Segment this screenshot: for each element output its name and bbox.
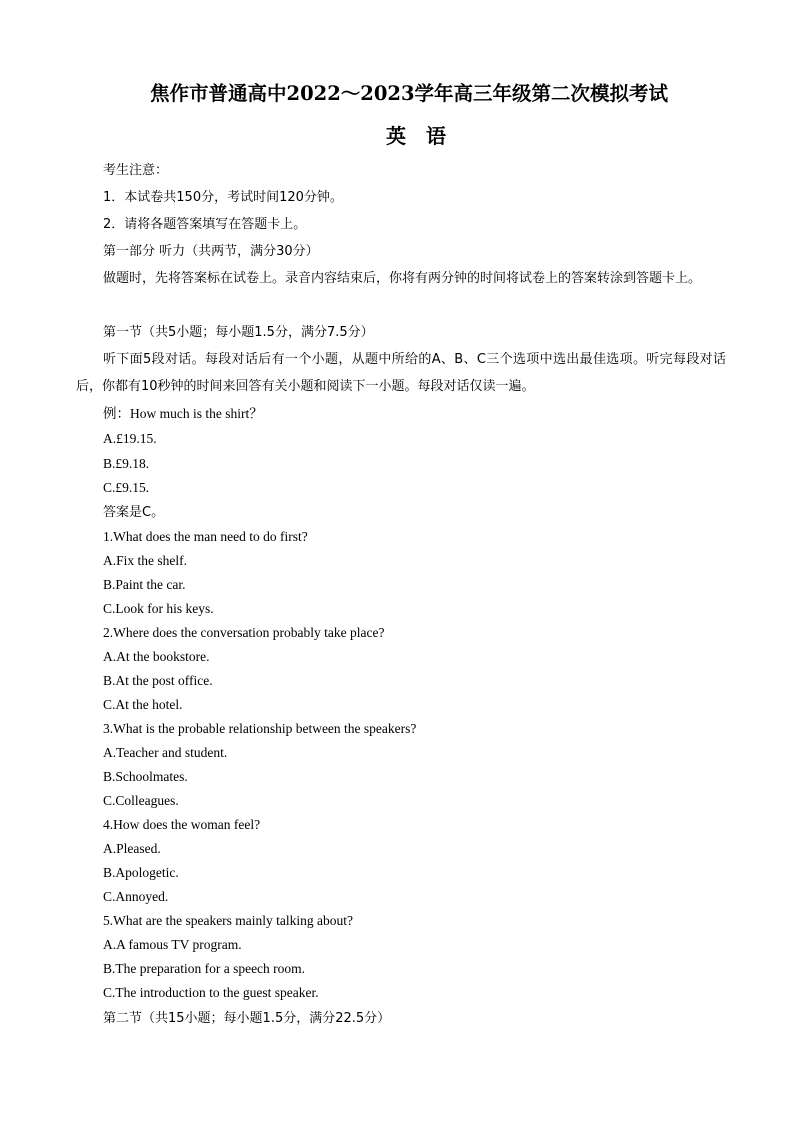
question-option: B.At the post office. — [103, 673, 213, 688]
question-stem: 3.What is the probable relationship between the speakers? — [103, 721, 417, 736]
exam-title: 焦作市普通高中2022～2023学年高三年级第二次模拟考试 — [150, 82, 669, 105]
question-option: B.Paint the car. — [103, 577, 186, 592]
section2-heading: 第二节（共15小题；每小题1.5分，满分22.5分） — [103, 1011, 391, 1026]
question-option: A.At the bookstore. — [103, 649, 210, 664]
question-option: C.At the hotel. — [103, 697, 183, 712]
question-list — [76, 525, 726, 1005]
exam-body — [76, 157, 726, 1032]
question-stem: 2.Where does the conversation probably take place? — [103, 625, 385, 640]
question-stem: 4.How does the woman feel? — [103, 817, 261, 832]
question-stem: 1.What does the man need to do first? — [103, 529, 308, 544]
exam-subject: 英语 — [386, 124, 466, 148]
question-option: B.The preparation for a speech room. — [103, 961, 306, 976]
question-option: C.The introduction to the guest speaker. — [103, 985, 319, 1000]
question-option: C.Annoyed. — [103, 889, 169, 904]
section1-instructions: 听下面5段对话。每段对话后有一个小题，从题中所给的A、B、C三个选项中选出最佳选项。听完每段对话后，你都有10秒钟的时间来回答有关小题和阅读下一小题。每段对话仅读一遍。 — [76, 352, 726, 394]
question-option: A.Pleased. — [103, 841, 161, 856]
question-option: A.A famous TV program. — [103, 937, 242, 952]
part1-heading: 第一部分 听力（共两节，满分30分） — [103, 244, 319, 259]
question-stem: 5.What are the speakers mainly talking about? — [103, 913, 354, 928]
question-option: C.Colleagues. — [103, 793, 179, 808]
part1-instructions: 做题时，先将答案标在试卷上。录音内容结束后，你将有两分钟的时间将试卷上的答案转涂到答题卡上。 — [103, 271, 702, 286]
example-option: B.£9.18. — [103, 455, 150, 471]
example-answer: 答案是C。 — [103, 504, 165, 520]
section1-heading: 第一节（共5小题；每小题1.5分，满分7.5分） — [103, 325, 374, 340]
example-question: 例：How much is the shirt？ — [103, 406, 263, 421]
question-option: B.Schoolmates. — [103, 769, 188, 784]
notice-heading: 考生注意： — [103, 163, 169, 178]
notice-item: 2．请将各题答案填写在答题卡上。 — [103, 217, 307, 232]
question-option: C.Look for his keys. — [103, 601, 214, 616]
question-option: A.Teacher and student. — [103, 745, 228, 760]
question-option: A.Fix the shelf. — [103, 553, 187, 568]
notice-item: 1．本试卷共150分，考试时间120分钟。 — [103, 190, 343, 205]
example-option: A.£19.15. — [103, 431, 157, 446]
question-option: B.Apologetic. — [103, 865, 179, 880]
example-option: C.£9.15. — [103, 480, 150, 495]
